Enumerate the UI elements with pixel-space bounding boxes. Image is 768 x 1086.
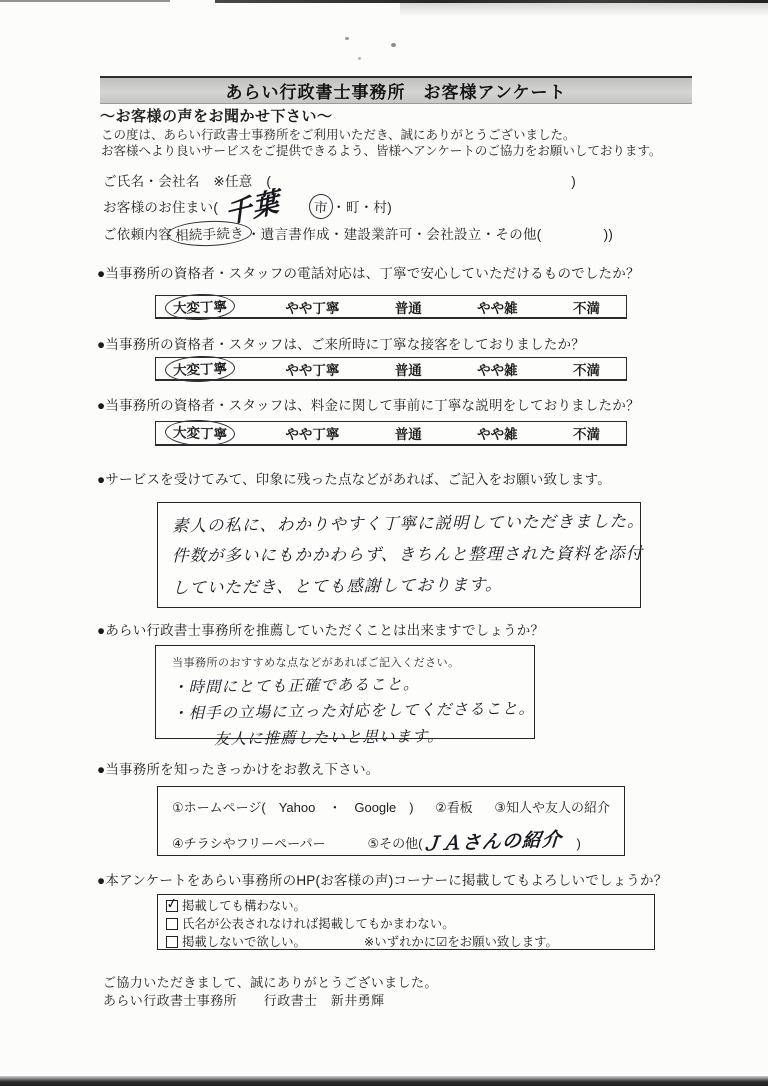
impression-question: ●サービスを受けてみて、印象に残った点などがあれば、ご記入をお願い致します。 bbox=[97, 472, 611, 487]
publication-option-3-label: 掲載しないで欲しい。 bbox=[182, 935, 306, 949]
handwritten-residence-value: 千葉 bbox=[223, 186, 282, 230]
referral-option-signboard: ②看板 bbox=[435, 800, 473, 815]
rating-1-option-2: やや丁寧 bbox=[285, 300, 340, 316]
impression-line-1: 素人の私に、わかりやすく丁寧に説明していただきました。 bbox=[171, 512, 645, 536]
recommendation-line-3: 友人に推薦したいと思います。 bbox=[213, 728, 444, 749]
publication-options-box bbox=[157, 894, 655, 950]
intro-text bbox=[101, 127, 661, 159]
recommendation-line-2: ・相手の立場に立った対応をしてくださること。 bbox=[171, 700, 536, 723]
rating-1-option-4: やや雑 bbox=[477, 300, 518, 316]
rating-2-selected-circle-mark bbox=[165, 354, 236, 382]
referral-option-flyer: ④チラシやフリーペーパー bbox=[172, 836, 326, 851]
rating-3-option-1: 大変丁寧 bbox=[172, 425, 228, 442]
rating-2-option-5: 不満 bbox=[573, 362, 600, 378]
request-field-options: ・遺言書作成・建設業許可・会社設立・その他( bbox=[247, 227, 542, 242]
handwritten-referral-other-value: ＪＡさんの紹介 bbox=[421, 829, 564, 856]
check-mark-icon: ✓ bbox=[164, 894, 180, 912]
scan-smudge bbox=[400, 3, 768, 17]
publication-option-row-2 bbox=[166, 915, 646, 933]
intro-line-1: この度は、あらい行政書士事務所をご利用いただき、誠にありがとうございました。 bbox=[101, 128, 576, 142]
impression-line-3: していただき、とても感謝しております。 bbox=[171, 575, 503, 598]
residence-field-suffix: ・町・村) bbox=[332, 200, 393, 215]
referral-row-2 bbox=[172, 827, 610, 854]
rating-3-option-3: 普通 bbox=[394, 427, 422, 442]
title-bar bbox=[100, 76, 692, 104]
referral-option-friend: ③知人や友人の紹介 bbox=[494, 800, 610, 815]
scan-speck bbox=[358, 57, 361, 60]
rating-1-selected-circle-mark bbox=[165, 292, 236, 320]
recommendation-answer-box bbox=[155, 645, 536, 749]
name-field-close: ) bbox=[571, 174, 577, 189]
rating-3-option-4: やや雑 bbox=[477, 427, 518, 442]
request-selected-circle-mark bbox=[167, 220, 253, 248]
recommendation-question: ●あらい行政書士事務所を推薦していただくことは出来ますでしょうか？ bbox=[97, 623, 545, 638]
rating-question-3: ●当事務所の資格者・スタッフは、料金に関して事前に丁寧な説明をしておりましたか？ bbox=[97, 398, 640, 413]
referral-options-box bbox=[157, 786, 625, 856]
rating-1-option-5: 不満 bbox=[573, 300, 600, 316]
rating-2-option-1: 大変丁寧 bbox=[172, 360, 228, 378]
publication-question: ●本アンケートをあらい事務所のHP(お客様の声)コーナーに掲載してもよろしいでしょうか？ bbox=[97, 873, 668, 888]
recommendation-note: 当事務所のおすすめな点などがあればご記入ください。 bbox=[172, 657, 460, 669]
recommendation-line-1: ・時間にとても正確であること。 bbox=[171, 676, 420, 697]
footer-signature: あらい行政書士事務所 行政書士 新井勇輝 bbox=[103, 993, 385, 1008]
request-selected-option: 相続手続き bbox=[174, 225, 245, 244]
rating-question-2: ●当事務所の資格者・スタッフは、ご来所時に丁寧な接客をしておりましたか？ bbox=[97, 337, 585, 352]
footer-block bbox=[103, 974, 438, 1010]
name-field-label: ご氏名・会社名 ※任意 ( bbox=[103, 174, 272, 189]
rating-2-option-4: やや雑 bbox=[477, 362, 518, 378]
referral-option-homepage: ①ホームページ( Yahoo ・ Google ) bbox=[172, 800, 414, 815]
form-subtitle: ～お客様の声をお聞かせ下さい～ bbox=[100, 108, 333, 125]
intro-line-2: お客様へより良いサービスをご提供できるよう、皆様へアンケートのご協力をお願いしております。 bbox=[101, 144, 662, 158]
checkbox-unchecked-icon bbox=[166, 936, 178, 948]
publication-option-2-label: 氏名が公表されなければ掲載してもかまわない。 bbox=[182, 917, 455, 931]
request-field-label: ご依頼内容 bbox=[103, 227, 172, 242]
form-title: あらい行政書士事務所 お客様アンケート bbox=[225, 83, 567, 102]
scan-edge-top-left bbox=[0, 0, 170, 2]
request-field-close: )) bbox=[603, 227, 614, 242]
rating-options-box-3 bbox=[155, 421, 627, 446]
checkbox-checked-icon bbox=[164, 894, 180, 912]
field-request-row bbox=[103, 223, 613, 243]
residence-city-option: 市 bbox=[313, 199, 329, 216]
referral-row-1 bbox=[172, 797, 610, 816]
rating-1-option-3: 普通 bbox=[394, 300, 422, 316]
checkbox-unchecked-icon bbox=[166, 918, 178, 930]
publication-instruction-note: ※いずれかに☑をお願い致します。 bbox=[363, 935, 558, 949]
publication-option-row-3 bbox=[166, 933, 646, 951]
scan-edge-bottom bbox=[0, 1076, 768, 1086]
referral-option-other-label: ⑤その他( bbox=[367, 836, 423, 851]
rating-2-option-2: やや丁寧 bbox=[285, 362, 340, 378]
referral-option-other-close: ) bbox=[576, 836, 581, 851]
referral-question: ●当事務所を知ったきっかけをお教え下さい。 bbox=[97, 762, 380, 777]
scan-speck bbox=[391, 43, 396, 47]
rating-3-option-5: 不満 bbox=[573, 427, 600, 442]
rating-3-option-2: やや丁寧 bbox=[285, 427, 340, 442]
publication-option-1-label: 掲載しても構わない。 bbox=[182, 899, 306, 913]
rating-question-1: ●当事務所の資格者・スタッフの電話対応は、丁寧で安心していただけるものでしたか？ bbox=[97, 266, 640, 281]
impression-answer-box bbox=[157, 502, 645, 608]
field-name-row bbox=[103, 170, 576, 190]
footer-thanks: ご協力いただきまして、誠にありがとうございました。 bbox=[103, 975, 438, 990]
publication-option-row-1 bbox=[164, 894, 646, 915]
rating-2-option-3: 普通 bbox=[394, 362, 422, 378]
impression-line-2: 件数が多いにもかかわらず、きちんと整理された資料を添付 bbox=[171, 544, 644, 566]
residence-field-label: お客様のお住まい( bbox=[103, 200, 219, 215]
rating-options-box-1 bbox=[155, 295, 627, 319]
residence-city-circle-mark bbox=[309, 193, 334, 219]
rating-options-box-2 bbox=[155, 357, 627, 381]
rating-1-option-1: 大変丁寧 bbox=[172, 298, 228, 316]
scan-speck bbox=[345, 37, 349, 40]
rating-3-selected-circle-mark bbox=[165, 419, 236, 447]
